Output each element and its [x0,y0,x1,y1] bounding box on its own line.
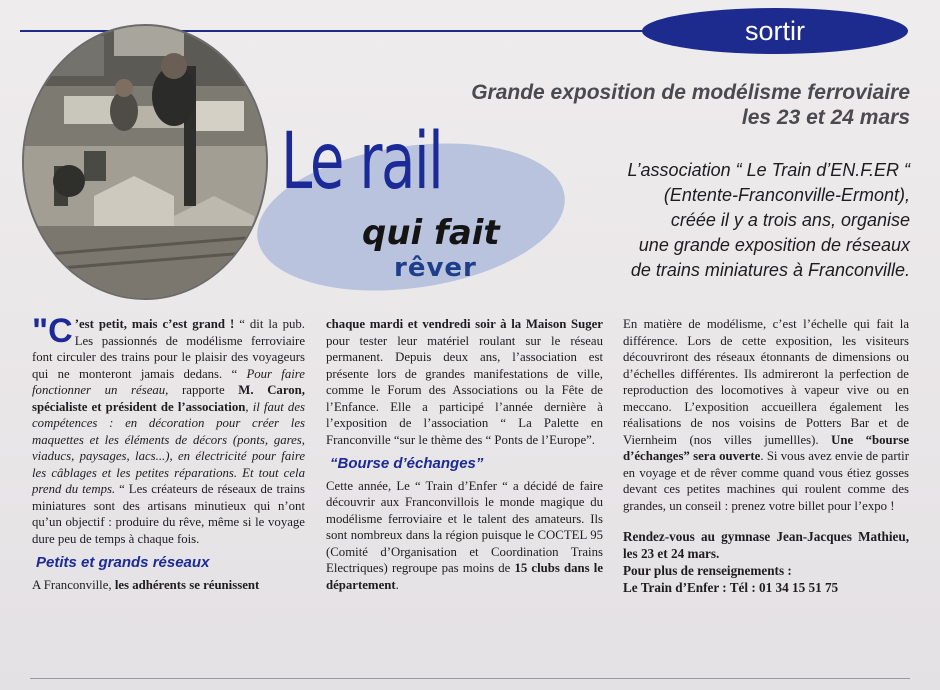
col1-italic-1: Pour faire fonctionner un réseau, [32,366,305,397]
kicker-line-2: les 23 et 24 mars [741,106,910,129]
col2-paragraph-1 [326,316,603,448]
col1-text-c: “ Les créateurs de réseaux de trains miniatures sont des artisans minutieux qui n’ont qu’un objectif : produire du rêve, même si le voyage dure peu de temps à chaque fois. [32,482,305,546]
col1-subhead: Petits et grands réseaux [36,554,210,571]
headline-sub-2: rêver [394,253,477,283]
col1-text-a: “ dit la pub. Les passionnés de modélisme ferroviaire font circuler des trains pour le plaisir des voyageurs qui ne monteront jamais dedans. “ [32,317,305,381]
col2-subhead: “Bourse d’échanges” [330,455,484,472]
col1-p2-text: A Franconville, [32,577,115,592]
intro-line-3: créée il y a trois ans, organise [670,210,910,230]
intro-line-1: L’association “ Le Train d’EN.F.ER “ [627,160,910,180]
col3-paragraph-1 [623,316,909,514]
contact-line-2: Pour plus de renseignements : [623,563,792,578]
headline-sub: qui fait [362,213,500,253]
col2-p1-bold: chaque mardi et vendredi soir à la Maison Suger [326,317,603,331]
col2-p1-text: pour tester leur matériel roulant sur le réseau permanent. Depuis deux ans, l’association est présente lors de grandes manifestations de ville, comme le Forum des Associations ou la Fête de l’Enfance. Elle a participé l’année dernière à l’exposition de l’association “ La Palette en Franconville “sur le thème des “ Ponts de l’Europe”. [326,333,603,447]
col2-paragraph-2 [326,478,603,594]
col2-p2-bold: 15 clubs dans le département [326,561,604,592]
model-railway-photo [22,24,268,300]
kicker [471,80,910,130]
col2-p2-text: Cette année, Le “ Train d’Enfer “ a décidé de faire découvrir aux Franconvillois le monde magique du modélisme ferroviaire et le talent des amateurs. Ils sont nombreux dans la région puisque le COCTEL 95 (Comité d’Organisation et Coordination Trains Electriques) regroupe pas moins de [326,478,603,575]
col3-p1-text-b: . Si vous avez envie de partir en voyage et de rêver comme quand vous étiez gosses devant ces petites machines qui roulent comme des grandes, un conseil : prenez votre billet pour l’expo ! [623,449,909,513]
bottom-rule [30,678,910,679]
col3-p1-bold: Une “bourse d’échanges” sera ouverte [623,432,910,463]
model-railway-illustration [24,26,268,300]
kicker-line-1: Grande exposition de modélisme ferroviaire [471,81,910,104]
col1-lead: ’est petit, mais c’est grand ! [74,317,240,331]
intro-line-2: (Entente-Franconville-Ermont), [663,185,910,205]
col1-paragraph-1 [32,312,305,547]
col1-text-b: rapporte [168,383,239,397]
intro-line-5: de trains miniatures à Franconville. [630,260,910,280]
intro-paragraph [550,158,910,283]
col1-bold: M. Caron, spécialiste et président de l’association [32,383,305,414]
contact-line-3: Le Train d’Enfer : Tél : 01 34 15 51 75 [623,580,839,595]
headline-main: Le rail [281,117,443,207]
col2-p2-end: . [395,577,399,592]
col3-p1-text: En matière de modélisme, c’est l’échelle qui fait la différence. Lors de cette exposition, les visiteurs découvriront des réseaux étonnants de dimensions ou d’échelles différentes. Ils admireront la perfection de reproduction des locomotives à vapeur vive ou en meccano. L’exposition accueillera également les réalisations de nos voisins de Potters Bar et de Viernheim (nos villes jumellles). [623,317,909,447]
col1-paragraph-2 [32,577,305,594]
contact-block [623,528,909,596]
contact-line-1: Rendez-vous au gymnase Jean-Jacques Mathieu, les 23 et 24 mars. [623,529,909,561]
section-badge [642,8,908,54]
drop-cap [32,312,73,350]
article-column-1 [32,312,305,593]
col1-italic-2: , il faut des compétences : en décoration pour créer les maquettes et les éléments de décors (ponts, gares, viaducs, paysages, lacs...), en électricité pour faire les câblages et les petites réparations. Et tout cela prend du temps. [32,399,305,496]
open-quote: " [32,312,49,350]
section-badge-label: sortir [745,16,805,46]
article-column-2 [326,316,603,593]
intro-line-4: une grande exposition de réseaux [638,235,910,255]
drop-cap-letter: C [48,312,73,350]
article-column-3 [623,316,909,596]
col1-p2-bold: les adhérents se réunissent [114,577,260,592]
